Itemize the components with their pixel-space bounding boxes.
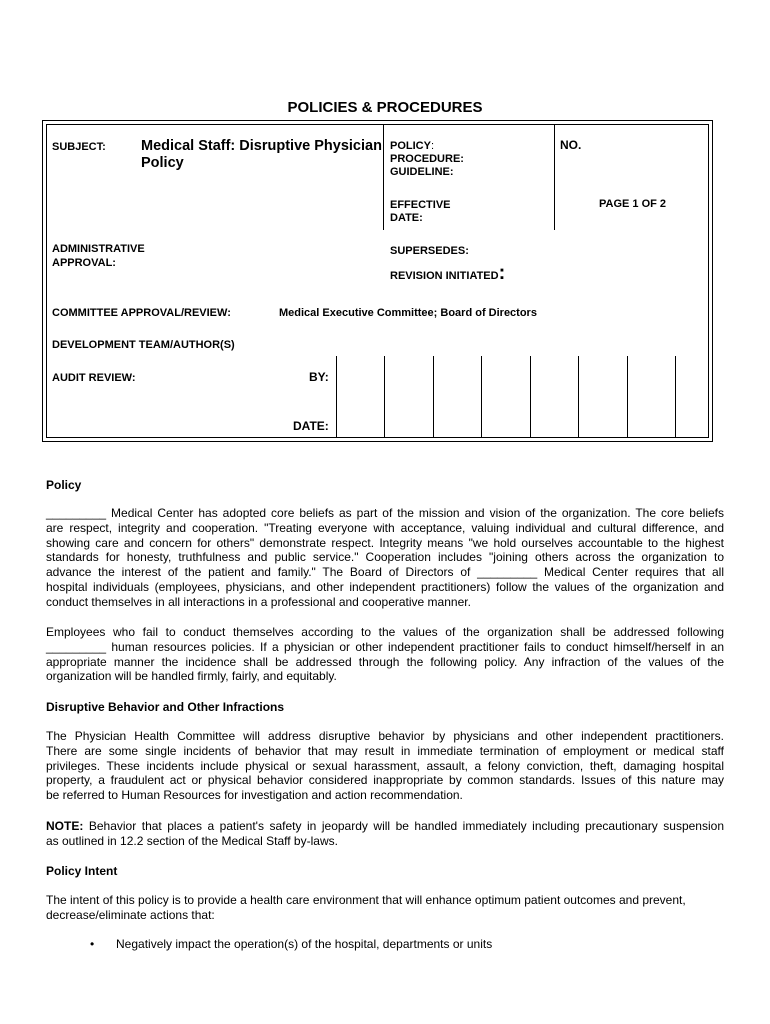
- procedure-label: PROCEDURE:: [390, 153, 464, 165]
- audit-col-8: [675, 356, 676, 438]
- intent-line-2: decrease/eliminate actions that:: [46, 907, 215, 922]
- subject-label: SUBJECT:: [52, 141, 106, 153]
- divider-subject: [383, 125, 384, 230]
- audit-by-label: BY:: [309, 370, 329, 384]
- disruptive-heading: Disruptive Behavior and Other Infractions: [46, 700, 285, 714]
- number-label: NO.: [560, 138, 582, 152]
- admin-approval-label-line-2: APPROVAL:: [52, 257, 116, 269]
- policy-paragraph-1: [46, 506, 724, 610]
- disruptive-paragraph: [46, 729, 724, 803]
- bullet-marker: •: [90, 937, 95, 951]
- audit-date-label: DATE:: [293, 419, 329, 433]
- policy-p2-line-3: appropriate manner the incidence shall be addressed through the following policy. Any infraction of the values of the: [46, 654, 724, 669]
- admin-approval-label-line-1: ADMINISTRATIVE: [52, 243, 145, 255]
- disruptive-line-3: privileges. These incidents include physical or sexual harassment, assault, a felony conviction, theft, damaging hospital: [46, 758, 724, 773]
- policy-paragraph-2: [46, 625, 724, 684]
- policy-p1-line-1: _________ Medical Center has adopted core beliefs as part of the mission and vision of the organization. The core beliefs: [46, 506, 724, 520]
- intent-paragraph: [46, 893, 724, 923]
- audit-col-6: [578, 356, 579, 438]
- guideline-label: GUIDELINE:: [390, 166, 454, 178]
- policy-p2-line-1: Employees who fail to conduct themselves according to the values of the organization shall be addressed following: [46, 625, 724, 639]
- audit-col-7: [627, 356, 628, 438]
- audit-col-3: [433, 356, 434, 438]
- audit-review-label: AUDIT REVIEW:: [52, 372, 136, 384]
- supersedes-label: SUPERSEDES:: [390, 245, 469, 257]
- committee-value: Medical Executive Committee; Board of Directors: [279, 307, 537, 319]
- intent-line-1: The intent of this policy is to provide a health care environment that will enhance optimum patient outcomes and prevent,: [46, 893, 686, 907]
- audit-col-4: [481, 356, 482, 438]
- disruptive-line-2: There are some single incidents of behavior that may result in immediate termination of employment or medical staff: [46, 743, 724, 758]
- audit-col-2: [384, 356, 385, 438]
- audit-col-1: [336, 356, 337, 438]
- disruptive-line-4: property, a fraudulent act or physical behavior considered inappropriate by common standards. Issues of this nature may: [46, 773, 724, 788]
- disruptive-line-5: be referred to Human Resources for investigation and action recommendation.: [46, 788, 463, 803]
- policy-p2-line-2: _________ human resources policies. If a physician or other independent practitioner fails to conduct himself/herself in an: [46, 639, 724, 654]
- note-lead: NOTE:: [46, 819, 84, 833]
- note-line-1: NOTE: Behavior that places a patient's safety in jeopardy will be handled immediately including precautionary suspension: [46, 819, 724, 833]
- subject-title-line-2: Policy: [141, 155, 184, 171]
- policy-p1-line-6: hospital individuals (employees, physicians, and other independent practitioners) follow the values of the organization and: [46, 579, 724, 594]
- committee-label: COMMITTEE APPROVAL/REVIEW:: [52, 307, 231, 319]
- divider-no: [554, 125, 555, 230]
- policy-label: POLICY:: [390, 140, 435, 152]
- policy-p1-line-3: showing care and concern for others" demonstrate respect. Integrity means "we hold ourselves accountable to the highest: [46, 535, 724, 550]
- policy-p1-line-7: conduct themselves in all interactions in a professional and cooperative manner.: [46, 594, 471, 609]
- policy-p1-line-2: are respect, integrity and cooperation. "Treating everyone with acceptance, valuing individual and cultural difference, and: [46, 520, 724, 535]
- dev-team-label: DEVELOPMENT TEAM/AUTHOR(S): [52, 339, 235, 351]
- effective-label: EFFECTIVE: [390, 199, 451, 211]
- disruptive-line-1: The Physician Health Committee will address disruptive behavior by physicians and other independent practitioners.: [46, 729, 724, 743]
- policy-p1-line-5: advance the interest of the patient and family." The Board of Directors of _________ Medical Center requires that all: [46, 565, 724, 580]
- policy-p1-line-4: standards for honesty, truthfulness and public service." Cooperation includes "joining others across the organization to: [46, 550, 724, 565]
- page-title: POLICIES & PROCEDURES: [287, 99, 483, 116]
- revision-initiated-label: REVISION INITIATED:: [390, 262, 506, 284]
- effective-date-label: DATE:: [390, 212, 423, 224]
- policy-intent-heading: Policy Intent: [46, 864, 118, 878]
- audit-col-5: [530, 356, 531, 438]
- note-line-2: as outlined in 12.2 section of the Medical Staff by-laws.: [46, 833, 338, 848]
- note-paragraph: [46, 819, 724, 849]
- policy-p2-line-4: organization will be handled firmly, fairly, and equitably.: [46, 669, 337, 684]
- page-number: PAGE 1 OF 2: [599, 198, 667, 210]
- bullet-item-1: Negatively impact the operation(s) of the hospital, departments or units: [116, 937, 493, 951]
- subject-title-line-1: Medical Staff: Disruptive Physician: [141, 138, 382, 154]
- policy-heading: Policy: [46, 478, 82, 492]
